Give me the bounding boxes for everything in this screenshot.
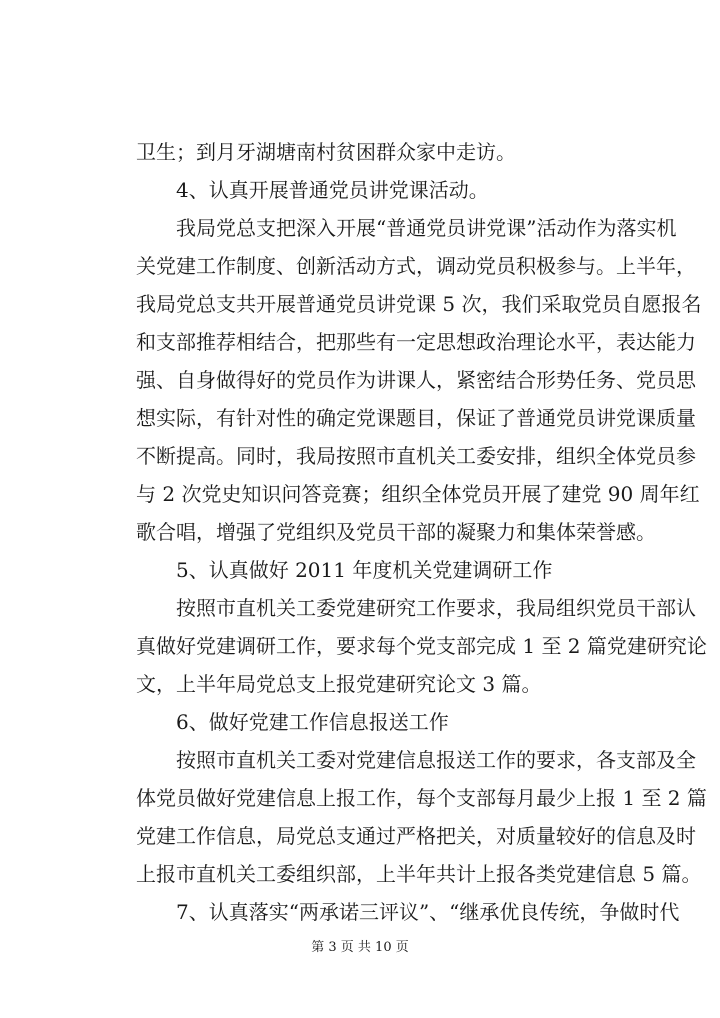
text-line: 我局党总支共开展普通党员讲党课 5 次，我们采取党员自愿报名 [136,292,702,316]
text-line: 按照市直机关工委对党建信息报送工作的要求，各支部及全 [136,748,696,772]
text-line: 真做好党建调研工作，要求每个党支部完成 1 至 2 篇党建研究论 [136,634,707,658]
text-line: 按照市直机关工委党建研究工作要求，我局组织党员干部认 [136,596,696,620]
text-line: 文，上半年局党总支上报党建研究论文 3 篇。 [136,672,542,696]
text-line: 上报市直机关工委组织部，上半年共计上报各类党建信息 5 篇。 [136,862,702,886]
text-line: 卫生；到月牙湖塘南村贫困群众家中走访。 [136,140,516,164]
text-line: 想实际，有针对性的确定党课题目，保证了普通党员讲党课质量 [136,406,696,430]
text-line: 歌合唱，增强了党组织及党员干部的凝聚力和集体荣誉感。 [136,520,656,544]
text-line: 关党建工作制度、创新活动方式，调动党员积极参与。上半年， [136,254,696,278]
section-heading: 6、做好党建工作信息报送工作 [136,710,449,734]
section-heading: 4、认真开展普通党员讲党课活动。 [136,178,489,202]
text-line: 党建工作信息，局党总支通过严格把关，对质量较好的信息及时 [136,824,696,848]
page-number-footer: 第 3 页 共 10 页 [311,940,409,955]
text-line: 我局党总支把深入开展“普通党员讲党课”活动作为落实机 [136,216,677,240]
text-line: 体党员做好党建信息上报工作，每个支部每月最少上报 1 至 2 篇 [136,786,707,810]
text-line: 与 2 次党史知识问答竞赛；组织全体党员开展了建党 90 周年红 [136,482,700,506]
section-heading: 5、认真做好 2011 年度机关党建调研工作 [136,558,553,582]
text-line: 不断提高。同时，我局按照市直机关工委安排，组织全体党员参 [136,444,696,468]
text-line: 7、认真落实“两承诺三评议”、“继承优良传统，争做时代 [136,900,680,924]
text-line: 强、自身做得好的党员作为讲课人，紧密结合形势任务、党员思 [136,368,696,392]
text-line: 和支部推荐相结合，把那些有一定思想政治理论水平，表达能力 [136,330,696,354]
